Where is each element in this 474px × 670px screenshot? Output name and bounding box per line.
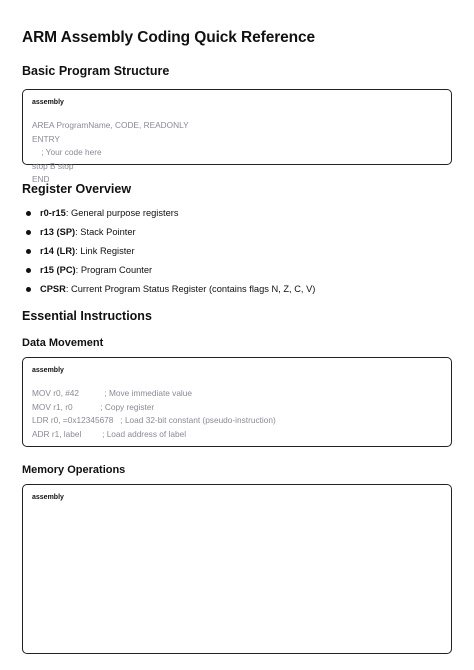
subsection-heading-data-movement: Data Movement bbox=[22, 337, 104, 349]
code-line: ADR r1, label ; Load address of label bbox=[32, 428, 187, 439]
section-heading-basic-structure: Basic Program Structure bbox=[22, 64, 170, 78]
list-item bbox=[22, 245, 452, 257]
bullet-icon bbox=[26, 287, 31, 292]
bullet-icon bbox=[26, 268, 31, 273]
code-line: AREA ProgramName, CODE, READONLY bbox=[32, 120, 189, 130]
code-line: END bbox=[32, 174, 50, 184]
register-description: : Link Register bbox=[75, 246, 135, 256]
register-description: : Program Counter bbox=[75, 265, 153, 275]
section-heading-essential-instructions: Essential Instructions bbox=[22, 309, 152, 323]
code-line: ; Your code here bbox=[32, 147, 102, 157]
code-block-basic-structure bbox=[22, 89, 452, 184]
list-item bbox=[22, 226, 452, 238]
register-name: r13 (SP) bbox=[40, 227, 76, 237]
bullet-icon bbox=[26, 249, 31, 254]
code-block-data-movement bbox=[22, 357, 452, 447]
section-heading-register-overview: Register Overview bbox=[22, 182, 132, 196]
code-line: MOV r0, #42 ; Move immediate value bbox=[32, 388, 193, 398]
register-name: CPSR bbox=[40, 284, 66, 294]
list-item bbox=[22, 283, 452, 295]
register-description: : General purpose registers bbox=[65, 208, 179, 218]
list-item bbox=[22, 207, 452, 219]
register-name: r0-r15 bbox=[40, 208, 66, 218]
register-list bbox=[22, 207, 452, 295]
code-line: ENTRY bbox=[32, 133, 60, 144]
code-line: MOV r1, r0 ; Copy register bbox=[32, 401, 155, 412]
code-language-label: assembly bbox=[32, 494, 64, 501]
code-language-label: assembly bbox=[32, 367, 64, 374]
page-title: ARM Assembly Coding Quick Reference bbox=[22, 29, 316, 46]
bullet-icon bbox=[26, 211, 31, 216]
register-name: r15 (PC) bbox=[40, 265, 76, 275]
subsection-heading-memory-operations: Memory Operations bbox=[22, 464, 126, 476]
register-name: r14 (LR) bbox=[40, 246, 76, 256]
code-line: stop B stop bbox=[32, 160, 74, 171]
code-language-label: assembly bbox=[32, 99, 64, 106]
code-line: LDR r0, =0x12345678 ; Load 32-bit constant (pseudo-instruction) bbox=[32, 415, 276, 425]
bullet-icon bbox=[26, 230, 31, 235]
register-description: : Current Program Status Register (contains flags N, Z, C, V) bbox=[65, 284, 316, 294]
register-description: : Stack Pointer bbox=[75, 227, 136, 237]
list-item bbox=[22, 264, 452, 276]
code-block-memory-operations bbox=[22, 484, 452, 654]
